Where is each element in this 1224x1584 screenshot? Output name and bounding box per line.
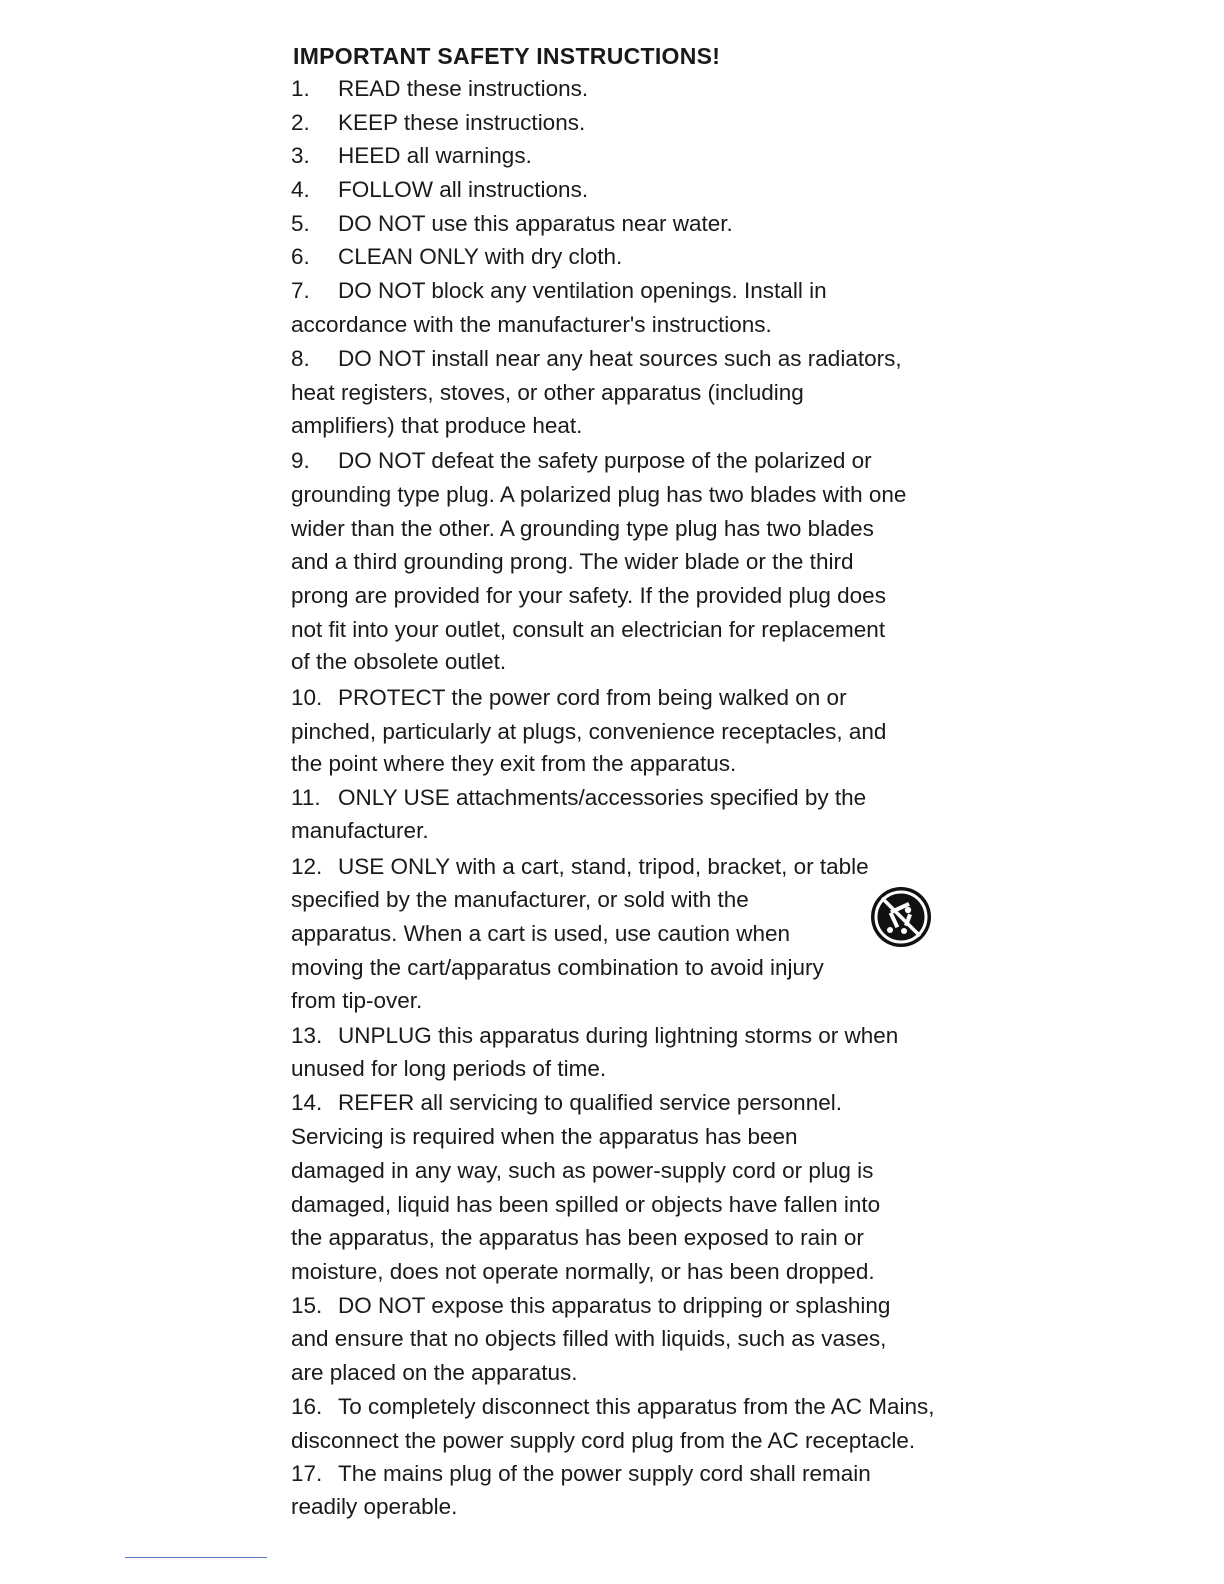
item-number: 16. — [291, 1394, 323, 1419]
item-text: KEEP these instructions. — [338, 110, 586, 135]
item-text: CLEAN ONLY with dry cloth. — [338, 244, 623, 269]
item-text: DO NOT defeat the safety purpose of the polarized or — [338, 448, 872, 473]
instruction-2 — [291, 107, 585, 139]
instruction-9-cont: of the obsolete outlet. — [291, 649, 507, 674]
instruction-4 — [291, 174, 588, 206]
instruction-17 — [291, 1458, 871, 1490]
instruction-15-cont: and ensure that no objects filled with liquids, such as vases, — [291, 1326, 887, 1351]
instruction-12-cont: from tip-over. — [291, 988, 423, 1013]
footnote-rule — [125, 1557, 267, 1558]
item-number: 10. — [291, 685, 323, 710]
instruction-9-cont: prong are provided for your safety. If the provided plug does — [291, 583, 886, 608]
item-number: 12. — [291, 854, 323, 879]
instruction-1 — [291, 73, 588, 105]
item-text: READ these instructions. — [338, 76, 589, 101]
instruction-17-cont: readily operable. — [291, 1494, 458, 1519]
instruction-9-cont: grounding type plug. A polarized plug has two blades with one — [291, 482, 907, 507]
instruction-5 — [291, 208, 733, 240]
instruction-16-cont: disconnect the power supply cord plug from the AC receptacle. — [291, 1428, 916, 1453]
item-text: The mains plug of the power supply cord shall remain — [338, 1461, 871, 1486]
item-text: PROTECT the power cord from being walked on or — [338, 685, 847, 710]
instruction-10-cont: pinched, particularly at plugs, convenience receptacles, and — [291, 719, 887, 744]
instruction-9-cont: not fit into your outlet, consult an electrician for replacement — [291, 617, 886, 642]
instruction-15 — [291, 1290, 890, 1322]
instruction-15-cont: are placed on the apparatus. — [291, 1360, 578, 1385]
instruction-14-cont: moisture, does not operate normally, or has been dropped. — [291, 1259, 875, 1284]
instruction-3 — [291, 140, 532, 172]
item-number: 4. — [291, 177, 310, 202]
document-title: IMPORTANT SAFETY INSTRUCTIONS! — [293, 43, 721, 69]
item-number: 1. — [291, 76, 310, 101]
item-text: UNPLUG this apparatus during lightning storms or when — [338, 1023, 899, 1048]
item-number: 5. — [291, 211, 310, 236]
instruction-14-cont: damaged, liquid has been spilled or objects have fallen into — [291, 1192, 881, 1217]
instruction-9-cont: wider than the other. A grounding type plug has two blades — [291, 516, 874, 541]
instruction-14-cont: damaged in any way, such as power-supply cord or plug is — [291, 1158, 874, 1183]
instruction-11 — [291, 782, 866, 814]
item-text: DO NOT use this apparatus near water. — [338, 211, 733, 236]
instruction-10-cont: the point where they exit from the apparatus. — [291, 751, 737, 776]
item-number: 9. — [291, 448, 310, 473]
item-text: USE ONLY with a cart, stand, tripod, bracket, or table — [338, 854, 869, 879]
instruction-14 — [291, 1087, 842, 1119]
item-number: 2. — [291, 110, 310, 135]
item-text: REFER all servicing to qualified service personnel. — [338, 1090, 842, 1115]
item-text: DO NOT expose this apparatus to dripping or splashing — [338, 1293, 891, 1318]
item-text: To completely disconnect this apparatus from the AC Mains, — [338, 1394, 935, 1419]
instruction-8 — [291, 343, 902, 375]
instruction-12-cont: apparatus. When a cart is used, use caution when — [291, 921, 791, 946]
item-text: FOLLOW all instructions. — [338, 177, 589, 202]
instruction-8-cont: heat registers, stoves, or other apparatus (including — [291, 380, 804, 405]
item-number: 7. — [291, 278, 310, 303]
instruction-9-cont: and a third grounding prong. The wider blade or the third — [291, 549, 854, 574]
instruction-6 — [291, 241, 622, 273]
instruction-13-cont: unused for long periods of time. — [291, 1056, 607, 1081]
item-number: 13. — [291, 1023, 323, 1048]
instruction-14-cont: the apparatus, the apparatus has been exposed to rain or — [291, 1225, 864, 1250]
item-number: 17. — [291, 1461, 323, 1486]
item-text: HEED all warnings. — [338, 143, 532, 168]
item-number: 15. — [291, 1293, 323, 1318]
instruction-16 — [291, 1391, 935, 1423]
instruction-9 — [291, 445, 872, 477]
item-number: 14. — [291, 1090, 323, 1115]
item-text: ONLY USE attachments/accessories specified by the — [338, 785, 867, 810]
instruction-12-cont: specified by the manufacturer, or sold with the — [291, 887, 749, 912]
instruction-14-cont: Servicing is required when the apparatus has been — [291, 1124, 798, 1149]
item-number: 8. — [291, 346, 310, 371]
instruction-10 — [291, 682, 847, 714]
item-number: 6. — [291, 244, 310, 269]
instruction-8-cont: amplifiers) that produce heat. — [291, 413, 583, 438]
cart-tip-over-warning-icon — [868, 884, 934, 950]
item-text: DO NOT block any ventilation openings. Install in — [338, 278, 827, 303]
instruction-12-cont: moving the cart/apparatus combination to avoid injury — [291, 955, 824, 980]
item-text: DO NOT install near any heat sources such as radiators, — [338, 346, 902, 371]
instruction-7-cont: accordance with the manufacturer's instructions. — [291, 312, 772, 337]
instruction-12 — [291, 851, 869, 883]
instruction-13 — [291, 1020, 898, 1052]
instruction-11-cont: manufacturer. — [291, 818, 429, 843]
item-number: 3. — [291, 143, 310, 168]
instruction-7 — [291, 275, 827, 307]
item-number: 11. — [291, 785, 321, 810]
